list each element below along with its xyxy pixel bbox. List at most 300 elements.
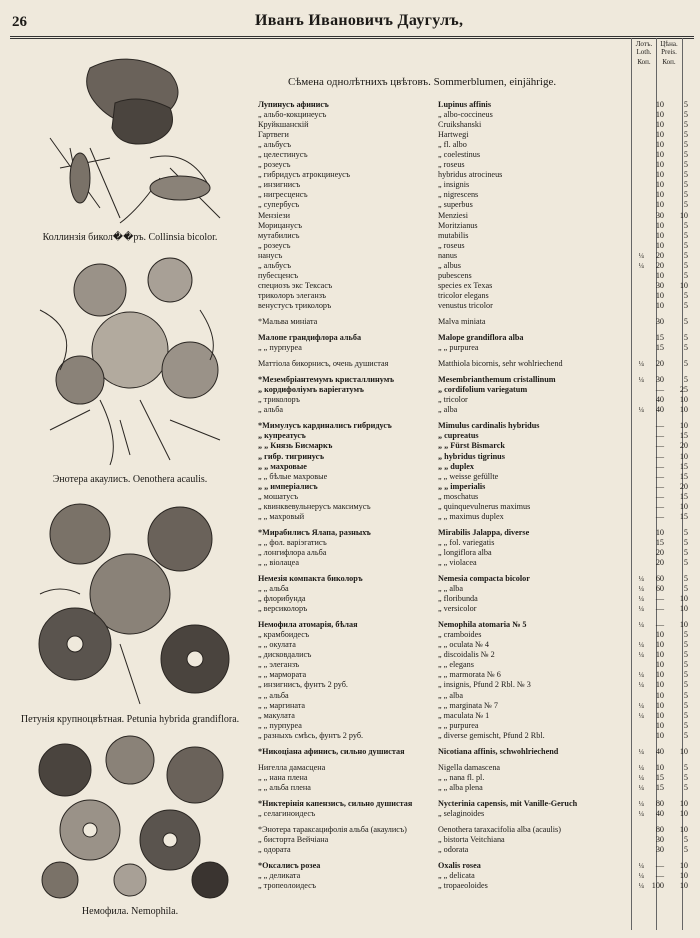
price-per-lot: — <box>655 594 664 604</box>
latin-name: mutabilis <box>438 230 469 240</box>
latin-name: „ insignis, Pfund 2 Rbl. № 3 <box>438 680 531 690</box>
price-row <box>258 783 694 793</box>
latin-name: species ex Texas <box>438 280 493 290</box>
latin-name: „ roseus <box>438 240 465 250</box>
petunia-engraving <box>20 494 238 710</box>
price-per-packet: 5 <box>683 557 688 567</box>
fraction-mark: ¼ <box>638 261 644 270</box>
fraction-mark: ¼ <box>638 783 644 792</box>
russian-name: „ альба <box>258 405 284 415</box>
latin-name: „ diverse gemischt, Pfund 2 Rbl. <box>438 730 545 740</box>
price-per-lot: 10 <box>655 630 664 640</box>
price-row <box>258 512 694 522</box>
russian-name: нанусъ <box>258 250 283 260</box>
price-per-packet: 5 <box>683 574 688 584</box>
price-row <box>258 492 694 502</box>
russian-name: Мензіези <box>258 210 291 220</box>
russian-name: „ „ альба <box>258 584 289 594</box>
price-row <box>258 594 694 604</box>
price-row <box>258 691 694 701</box>
price-per-lot: 30 <box>655 210 664 220</box>
fraction-mark: ¼ <box>638 763 644 772</box>
latin-name: „ floribunda <box>438 594 478 604</box>
price-per-lot: — <box>655 511 664 521</box>
russian-name: мутабилисъ <box>258 230 300 240</box>
latin-name: „ „ nana fl. pl. <box>438 772 485 782</box>
fraction-mark: ¼ <box>638 585 644 594</box>
price-per-packet: 20 <box>679 441 688 451</box>
price-row <box>258 160 694 170</box>
price-row <box>258 180 694 190</box>
price-per-packet: 5 <box>683 230 688 240</box>
fraction-mark: ¼ <box>638 595 644 604</box>
price-per-packet: 5 <box>683 343 688 353</box>
price-row <box>258 271 694 281</box>
russian-name: „ „ віолацеа <box>258 557 299 567</box>
latin-name: „ cramboides <box>438 630 482 640</box>
latin-name: Cruikshanski <box>438 120 482 130</box>
russian-name: „ розеусъ <box>258 160 291 170</box>
latin-name: Mesembrianthemum cristallinum <box>438 375 556 385</box>
fraction-mark: ¼ <box>638 872 644 881</box>
price-per-packet: 10 <box>679 210 688 220</box>
oenothera-engraving <box>20 250 238 470</box>
price-unit: Коп. <box>662 58 676 66</box>
price-per-lot: — <box>655 451 664 461</box>
price-row <box>258 835 694 845</box>
latin-name: Nicotiana affinis, schwohlriechend <box>438 746 559 756</box>
price-per-packet: 10 <box>679 594 688 604</box>
latin-name: „ „ imperialis <box>438 481 486 491</box>
fraction-mark: ¼ <box>638 810 644 818</box>
price-row <box>258 630 694 640</box>
price-row <box>258 502 694 512</box>
price-per-lot: 40 <box>655 809 664 818</box>
price-row <box>258 241 694 251</box>
price-per-packet: 5 <box>683 140 688 150</box>
latin-name: „ moschatus <box>438 491 479 501</box>
price-per-packet: 5 <box>683 160 688 170</box>
latin-name: „ hybridus tigrinus <box>438 451 505 461</box>
price-per-lot: 10 <box>655 640 664 650</box>
price-per-lot: 10 <box>655 527 664 537</box>
latin-name: Nycterinia capensis, mit Vanille-Geruch <box>438 798 578 808</box>
russian-name: „ триколоръ <box>258 395 300 405</box>
russian-name: *Мальва миніата <box>258 316 318 326</box>
latin-name: „ fl. albo <box>438 140 467 150</box>
price-per-lot: 10 <box>655 730 664 740</box>
latin-name: „ albus <box>438 260 461 270</box>
latin-name: „ nigrescens <box>438 190 479 200</box>
latin-name: „ „ alba plena <box>438 782 483 792</box>
russian-name: „ крамбоидесъ <box>258 630 310 640</box>
price-per-packet: 15 <box>679 511 688 521</box>
russian-name: венустусъ триколоръ <box>258 300 332 310</box>
latin-name: „ longiflora alba <box>438 547 492 557</box>
latin-name: „ maculata № 1 <box>438 710 490 720</box>
russian-name: „ дисковдалисъ <box>258 650 312 660</box>
price-per-lot: 10 <box>655 680 664 690</box>
price-per-lot: — <box>655 501 664 511</box>
price-row <box>258 281 694 291</box>
fraction-mark: ¼ <box>638 862 644 871</box>
price-per-packet: 5 <box>683 240 688 250</box>
price-per-lot: 15 <box>655 537 664 547</box>
price-row <box>258 150 694 160</box>
page-number: 26 <box>12 14 27 30</box>
price-row <box>258 747 694 757</box>
price-row <box>258 574 694 584</box>
price-per-packet: 10 <box>679 451 688 461</box>
latin-name: „ selaginoides <box>438 809 485 818</box>
latin-name: „ „ alba <box>438 690 463 700</box>
russian-name: „ „ альба плена <box>258 782 311 792</box>
price-row <box>258 190 694 200</box>
price-row <box>258 375 694 385</box>
latin-name: Mirabilis Jalappa, diverse <box>438 527 530 537</box>
price-per-lot: — <box>655 604 664 614</box>
price-per-packet: 5 <box>683 772 688 782</box>
price-per-packet: 5 <box>683 584 688 594</box>
russian-name: „ розеусъ <box>258 240 291 250</box>
price-row <box>258 421 694 431</box>
latin-name: „ albo-coccineus <box>438 110 493 120</box>
price-row <box>258 130 694 140</box>
russian-name: „ кордифоліумъ варіегатумъ <box>258 385 364 395</box>
latin-name: venustus tricolor <box>438 300 493 310</box>
price-per-lot: 30 <box>655 280 664 290</box>
price-per-packet: 10 <box>679 825 688 835</box>
price-per-lot: 10 <box>655 670 664 680</box>
price-row <box>258 825 694 835</box>
price-per-packet: 10 <box>679 881 688 891</box>
fraction-mark: ¼ <box>638 799 644 808</box>
russian-name: „ „ мармората <box>258 670 307 680</box>
collinsia-engraving <box>20 48 238 228</box>
fraction-mark: ¼ <box>638 711 644 720</box>
latin-name: „ „ Fürst Bismarck <box>438 441 505 451</box>
fraction-mark: ¼ <box>638 251 644 260</box>
price-per-packet: 10 <box>679 620 688 630</box>
price-per-packet: 5 <box>683 220 688 230</box>
latin-name: „ alba <box>438 405 458 415</box>
price-row <box>258 431 694 441</box>
price-per-packet: 5 <box>683 100 688 109</box>
price-row <box>258 604 694 614</box>
price-row <box>258 110 694 120</box>
russian-name: „ „ пурпуреа <box>258 343 302 353</box>
price-per-packet: 10 <box>679 746 688 756</box>
price-row <box>258 301 694 311</box>
price-row <box>258 650 694 660</box>
price-per-packet: 5 <box>683 640 688 650</box>
price-row <box>258 731 694 741</box>
russian-name: „ „ альба <box>258 690 289 700</box>
latin-name: „ insignis <box>438 180 470 190</box>
price-per-lot: 10 <box>655 650 664 660</box>
price-per-packet: 5 <box>683 120 688 130</box>
price-per-lot: 10 <box>655 180 664 190</box>
price-per-lot: — <box>655 385 664 395</box>
latin-name: „ odorata <box>438 845 469 855</box>
price-per-packet: 10 <box>679 421 688 431</box>
latin-name: nanus <box>438 250 458 260</box>
lot-header: Лотъ. Loth. <box>635 40 653 56</box>
price-per-packet: 10 <box>679 861 688 871</box>
latin-name: „ „ alba <box>438 584 463 594</box>
latin-name: Nemesia compacta bicolor <box>438 574 530 584</box>
russian-name: „ „ Князь Бисмаркъ <box>258 441 333 451</box>
price-per-lot: 30 <box>655 835 664 845</box>
price-per-packet: 5 <box>683 537 688 547</box>
price-row <box>258 773 694 783</box>
latin-name: „ „ oculata № 4 <box>438 640 489 650</box>
price-row <box>258 670 694 680</box>
russian-name: „ „ деликата <box>258 871 301 881</box>
russian-name: *Никоціана афинисъ, сильно душистая <box>258 746 405 756</box>
russian-name: Гартвеги <box>258 130 289 140</box>
price-per-lot: 15 <box>655 772 664 782</box>
price-per-packet: 5 <box>683 300 688 310</box>
price-per-lot: 10 <box>655 690 664 700</box>
latin-name: Malva miniata <box>438 316 486 326</box>
price-per-packet: 5 <box>683 835 688 845</box>
price-per-lot: — <box>655 431 664 441</box>
latin-name: „ „ marmorata № 6 <box>438 670 501 680</box>
price-per-lot: 10 <box>655 720 664 730</box>
price-per-packet: 10 <box>679 604 688 614</box>
russian-name: „ „ пурпуреа <box>258 720 302 730</box>
price-per-lot: 80 <box>655 798 664 808</box>
fraction-mark: ¼ <box>638 360 644 369</box>
price-per-packet: 5 <box>683 680 688 690</box>
price-row <box>258 861 694 871</box>
price-per-lot: 10 <box>655 140 664 150</box>
price-per-packet: 25 <box>679 385 688 395</box>
price-per-packet: 5 <box>683 270 688 280</box>
russian-name: Круйкшанскій <box>258 120 309 130</box>
price-row <box>258 100 694 110</box>
price-row <box>258 711 694 721</box>
nemophila-engraving <box>20 730 238 902</box>
price-per-packet: 10 <box>679 405 688 415</box>
price-per-lot: 20 <box>655 260 664 270</box>
price-per-lot: 10 <box>655 270 664 280</box>
price-per-lot: 100 <box>651 881 664 891</box>
russian-name: Лупинусъ афинисъ <box>258 100 329 109</box>
russian-name: Маттіола бикорнисъ, очень душистая <box>258 359 389 369</box>
price-per-packet: 5 <box>683 150 688 160</box>
price-per-lot: 10 <box>655 300 664 310</box>
russian-name: Нигелла дамасцена <box>258 762 326 772</box>
price-per-lot: 20 <box>655 557 664 567</box>
fraction-mark: ¼ <box>638 747 644 756</box>
fraction-mark: ¼ <box>638 671 644 680</box>
latin-name: „ superbus <box>438 200 473 210</box>
price-per-packet: 10 <box>679 395 688 405</box>
price-per-lot: 10 <box>655 190 664 200</box>
price-row <box>258 317 694 327</box>
latin-name: Hartwegi <box>438 130 469 140</box>
price-per-lot: 40 <box>655 746 664 756</box>
latin-name: „ „ maximus duplex <box>438 511 504 521</box>
caption-oenothera: Энотера акаулисъ. Oenothera acaulis. <box>52 474 208 485</box>
price-row <box>258 538 694 548</box>
price-per-lot: 15 <box>655 782 664 792</box>
russian-name: „ купреатусъ <box>258 431 306 441</box>
russian-name: „ „ окулата <box>258 640 296 650</box>
latin-name: „ tricolor <box>438 395 468 405</box>
price-per-lot: 10 <box>655 150 664 160</box>
price-per-packet: 5 <box>683 316 688 326</box>
section-title: Сѣмена однолѣтнихъ цвѣтовъ. Sommerblumen, einjährige. <box>288 76 557 88</box>
price-per-lot: 10 <box>655 230 664 240</box>
lot-unit: Коп. <box>637 58 651 66</box>
russian-name: „ макулата <box>258 710 295 720</box>
price-header: Цѣна. Preis. <box>660 40 678 56</box>
russian-name: Морицанусъ <box>258 220 303 230</box>
price-row <box>258 452 694 462</box>
russian-name: „ „ имперіалисъ <box>258 481 318 491</box>
price-per-lot: — <box>655 471 664 481</box>
price-row <box>258 395 694 405</box>
fraction-mark: ¼ <box>638 681 644 690</box>
russian-name: „ гибр. тигринусъ <box>258 451 325 461</box>
latin-name: Oxalis rosea <box>438 861 481 871</box>
price-per-lot: 40 <box>655 395 664 405</box>
latin-name: Mimulus cardinalis hybridus <box>438 421 540 431</box>
price-per-lot: 20 <box>655 250 664 260</box>
russian-name: *Мезембріантемумъ кристаллинумъ <box>258 375 395 385</box>
price-per-lot: 20 <box>655 547 664 557</box>
price-per-packet: 5 <box>683 547 688 557</box>
price-per-packet: 5 <box>683 700 688 710</box>
latin-name: „ versicolor <box>438 604 477 614</box>
price-per-lot: 60 <box>655 574 664 584</box>
fraction-mark: ¼ <box>638 773 644 782</box>
latin-name: „ „ delicata <box>438 871 475 881</box>
latin-name: „ discoidalis № 2 <box>438 650 495 660</box>
price-per-packet: 5 <box>683 333 688 343</box>
latin-name: Nemophila atomaria № 5 <box>438 620 527 630</box>
price-per-packet: 5 <box>683 630 688 640</box>
russian-name: „ супербусъ <box>258 200 300 210</box>
price-row <box>258 528 694 538</box>
price-row <box>258 200 694 210</box>
caption-collinsia: Коллинзія бикол��ръ. Collinsia bicolor. <box>42 232 218 243</box>
price-per-packet: 5 <box>683 260 688 270</box>
latin-name: „ „ purpurea <box>438 720 479 730</box>
russian-name: „ гибридусъ атрокцинеусъ <box>258 170 351 180</box>
latin-name: „ cupreatus <box>438 431 479 441</box>
price-per-lot: 10 <box>655 110 664 120</box>
price-per-lot: 10 <box>655 130 664 140</box>
russian-name: *Никтерінія капензисъ, сильно душистая <box>258 798 413 808</box>
price-row <box>258 211 694 221</box>
russian-name: „ „ махровые <box>258 461 307 471</box>
price-row <box>258 140 694 150</box>
latin-name: „ tropaeoloides <box>438 881 488 891</box>
price-row <box>258 482 694 492</box>
price-row <box>258 881 694 891</box>
price-per-lot: 10 <box>655 200 664 210</box>
price-per-packet: 5 <box>683 782 688 792</box>
latin-name: „ quinquevulnerus maximus <box>438 501 531 511</box>
russian-name: *Мимулусъ кардиналисъ гибридусъ <box>258 421 392 431</box>
latin-name: Malope grandiflora alba <box>438 333 524 343</box>
price-per-packet: 20 <box>679 481 688 491</box>
russian-name: „ разныхъ смѣсь, фунтъ 2 руб. <box>258 730 364 740</box>
price-row <box>258 799 694 809</box>
latin-name: hybridus atrocineus <box>438 170 503 180</box>
russian-name: „ селагиноидесъ <box>258 809 316 818</box>
latin-name: Nigella damascena <box>438 762 501 772</box>
price-per-packet: 5 <box>683 660 688 670</box>
caption-petunia: Петунія крупноцвѣтная. Petunia hybrida grandiflora. <box>20 714 240 725</box>
russian-name: „ „ элеганзъ <box>258 660 300 670</box>
price-per-lot: 10 <box>655 220 664 230</box>
price-per-lot: 10 <box>655 170 664 180</box>
price-per-packet: 5 <box>683 190 688 200</box>
price-per-lot: — <box>655 871 664 881</box>
russian-name: Малопе грандифлора альба <box>258 333 362 343</box>
price-per-lot: — <box>655 620 664 630</box>
russian-name: „ одората <box>258 845 291 855</box>
russian-name: триколоръ элеганзъ <box>258 290 327 300</box>
fraction-mark: ¼ <box>638 406 644 415</box>
price-row <box>258 261 694 271</box>
price-row <box>258 845 694 855</box>
latin-name: „ „ duplex <box>438 461 474 471</box>
price-per-lot: 80 <box>655 825 664 835</box>
russian-name: „ альбо-кокцинеусъ <box>258 110 327 120</box>
price-per-packet: 5 <box>683 690 688 700</box>
price-per-lot: 10 <box>655 710 664 720</box>
russian-name: „ альбусъ <box>258 260 292 270</box>
price-per-packet: 5 <box>683 180 688 190</box>
russian-name: „ „ нана плена <box>258 772 308 782</box>
price-per-packet: 5 <box>683 110 688 120</box>
price-per-lot: — <box>655 421 664 431</box>
price-row <box>258 660 694 670</box>
caption-nemophila: Немофила. Nemophila. <box>81 906 179 917</box>
latin-name: „ „ violacea <box>438 557 477 567</box>
price-per-packet: 10 <box>679 798 688 808</box>
price-row <box>258 231 694 241</box>
price-row <box>258 809 694 819</box>
russian-name: „ инзигнисъ <box>258 180 301 190</box>
price-per-lot: — <box>655 491 664 501</box>
price-per-lot: 10 <box>655 290 664 300</box>
price-per-packet: 15 <box>679 471 688 481</box>
russian-name: специозъ экс Тексасъ <box>258 280 333 290</box>
price-row <box>258 701 694 711</box>
price-per-packet: 5 <box>683 527 688 537</box>
russian-name: „ нигресценсъ <box>258 190 308 200</box>
price-per-packet: 5 <box>683 762 688 772</box>
latin-name: Matthiola bicornis, sehr wohlriechend <box>438 359 563 369</box>
latin-name: „ „ elegans <box>438 660 474 670</box>
latin-name: „ „ purpurea <box>438 343 479 353</box>
price-row <box>258 472 694 482</box>
russian-name: „ версиколоръ <box>258 604 308 614</box>
russian-name: *Оксалисъ розеа <box>258 861 321 871</box>
price-per-lot: 30 <box>655 316 664 326</box>
fraction-mark: ¼ <box>638 621 644 630</box>
price-row <box>258 170 694 180</box>
russian-name: „ лонгифлора альба <box>258 547 327 557</box>
price-row <box>258 871 694 881</box>
